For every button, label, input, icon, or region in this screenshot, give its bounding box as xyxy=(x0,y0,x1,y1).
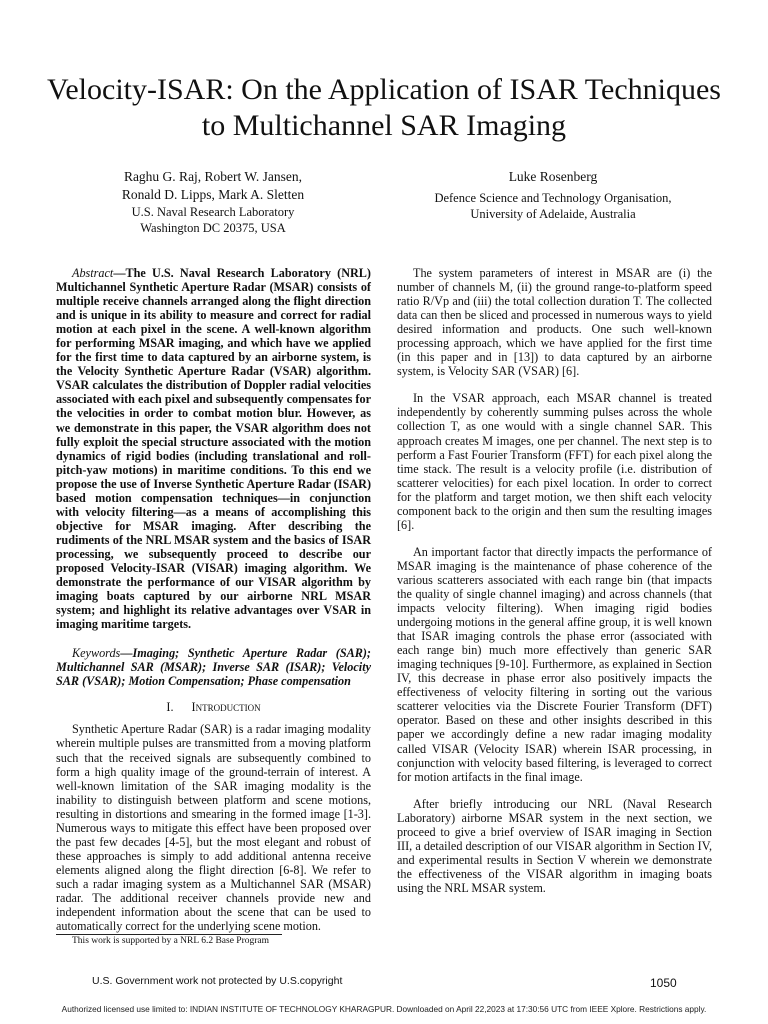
abstract-label: Abstract xyxy=(72,266,114,280)
author-affiliation-right: Defence Science and Technology Organisation, xyxy=(434,191,672,205)
right-column xyxy=(397,266,712,895)
author-name-right: Luke Rosenberg xyxy=(508,169,598,184)
body-paragraph-1: The system parameters of interest in MSAR are (i) the number of channels M, (ii) the ground range-to-platform speed ratio R/Vp and (iii) the total collection duration T. The collected data can then be sliced and processed in numerous ways to yield desired information and products. One such well-known processing approach, which we have applied for the first time (in this paper and in [13]) to data captured by an airborne system, is Velocity SAR (VSAR) [6]. xyxy=(397,266,712,379)
author-block-left xyxy=(88,168,338,236)
keywords-label: Keywords xyxy=(72,646,121,661)
author-names-line2: Ronald D. Lipps, Mark A. Sletten xyxy=(121,187,305,202)
abstract-text: —The U.S. Naval Research Laboratory (NRL) Multichannel Synthetic Aperture Radar (MSAR) consists of multiple receive channels arranged along the flight direction and is unique in its ability to measure and correct for radial motion at each pixel in the scene. A well-known algorithm for performing MSAR imaging, and which have we applied for the first time to data captured by an airborne system, is the Velocity Synthetic Aperture Radar (VSAR) algorithm. VSAR calculates the distribution of Doppler radial velocities associated with each pixel and subsequently compensates for the velocities in order to combat motion blur. However, as we demonstrate in this paper, the VSAR algorithm does not fully exploit the special structure associated with the motion dynamics of rigid bodies (including translational and roll-pitch-yaw motions) in maritime conditions. To this end we propose the use of Inverse Synthetic Aperture Radar (ISAR) based motion compensation techniques—in conjunction with velocity filtering—as a means of accomplishing this objective for MSAR imaging. After describing the rudiments of the NRL MSAR system and the basics of ISAR processing, we subsequently proceed to describe our proposed Velocity-ISAR (VISAR) imaging algorithm. We demonstrate the performance of our VISAR algorithm by imaging boats captured by our airborne NRL MSAR system; and highlight its relative advantages over VSAR in imaging maritime targets. xyxy=(56,266,371,632)
body-paragraph-3: An important factor that directly impacts the performance of MSAR imaging is the maintenance of phase coherence of the various scatterers associated with each range bin (that impacts the quality of single channel imaging) and across channels (that impacts velocity filtering). When imaging rigid bodies undergoing motions in the general affine group, it is well known that ISAR imaging controls the phase error (associated with each range bin) much more effectively than generic SAR imaging techniques [9-10]. Furthermore, as explained in Section IV, this decrease in phase error also positively impacts the effectiveness of velocity filtering in sorting out the various scatterer velocities via the Discrete Fourier Transform (DFT) operator. Based on these and other insights described in this paper we accordingly define a new radar imaging modality called VISAR (Velocity ISAR) wherein ISAR processing, in conjunction with velocity based filtering, is leveraged to correct for motion artifacts in the final image. xyxy=(397,544,712,784)
author-address-left: Washington DC 20375, USA xyxy=(140,221,286,235)
section-number: I. xyxy=(166,700,174,715)
author-block-right xyxy=(410,168,696,222)
license-banner: Authorized licensed use limited to: INDIAN INSTITUTE OF TECHNOLOGY KHARAGPUR. Downloaded on April 22,2023 at 17:30:56 UTC from IEEE Xplore. Restrictions apply. xyxy=(61,1004,707,1014)
intro-paragraph-1: Synthetic Aperture Radar (SAR) is a radar imaging modality wherein multiple pulses are transmitted from a moving platform such that the received signals are subsequently combined to form a high quality image of the ground-terrain of interest. A well-known limitation of the SAR imaging modality is the inability to distinguish between platform and scene motions, resulting in distortions and smearing in the formed image [1-3]. Numerous ways to mitigate this effect have been proposed over the past few decades [4-5], but the most elegant and robust of these approaches is simply to add additional antenna receive elements aligned along the flight direction [6-8]. We refer to such a radar imaging system as a Multichannel SAR (MSAR) radar. The additional receiver channels provide new and independent information about the scene that can be used to automatically correct for the underlying scene motion. xyxy=(56,722,371,934)
keywords xyxy=(56,646,371,688)
abstract xyxy=(56,266,371,631)
footnote: This work is supported by a NRL 6.2 Base Program xyxy=(72,936,270,946)
paper-title: Velocity-ISAR: On the Application of ISAR Techniques to Multichannel SAR Imaging xyxy=(47,73,721,142)
body-paragraph-2: In the VSAR approach, each MSAR channel is treated independently by coherently summing pulses across the whole collection T, as one would with a single channel SAR. This approach creates M images, one per channel. The next step is to perform a Fast Fourier Transform (FFT) for each pixel along the time stack. The result is a velocity profile (i.e. distribution of scatterer velocities) for each pixel location. In order to correct for the platform and target motion, we then shift each velocity component back to the origin and then sum the resulting images [6]. xyxy=(397,391,712,532)
footnote-rule xyxy=(56,934,282,935)
section-title: Introduction xyxy=(191,700,261,715)
left-column xyxy=(56,266,371,933)
copyright-notice: U.S. Government work not protected by U.S.copyright xyxy=(92,975,343,987)
body-paragraph-4: After briefly introducing our NRL (Naval Research Laboratory) airborne MSAR system in the next section, we proceed to give a brief overview of ISAR imaging in Section III, a detailed description of our VISAR algorithm in Section IV, and experimental results in Section V wherein we demonstrate the effectiveness of the VISAR algorithm in imaging boats using the NRL MSAR system. xyxy=(397,796,712,895)
author-affiliation-left: U.S. Naval Research Laboratory xyxy=(131,205,295,219)
author-names-line1: Raghu G. Raj, Robert W. Jansen, xyxy=(123,169,303,184)
page-number: 1050 xyxy=(650,976,677,990)
author-address-right: University of Adelaide, Australia xyxy=(470,207,636,221)
section-heading xyxy=(56,700,371,714)
keywords-text: —Imaging; Synthetic Aperture Radar (SAR); Multichannel SAR (MSAR); Inverse SAR (ISAR); Velocity SAR (VSAR); Motion Compensation; Phase compensation xyxy=(56,646,371,689)
